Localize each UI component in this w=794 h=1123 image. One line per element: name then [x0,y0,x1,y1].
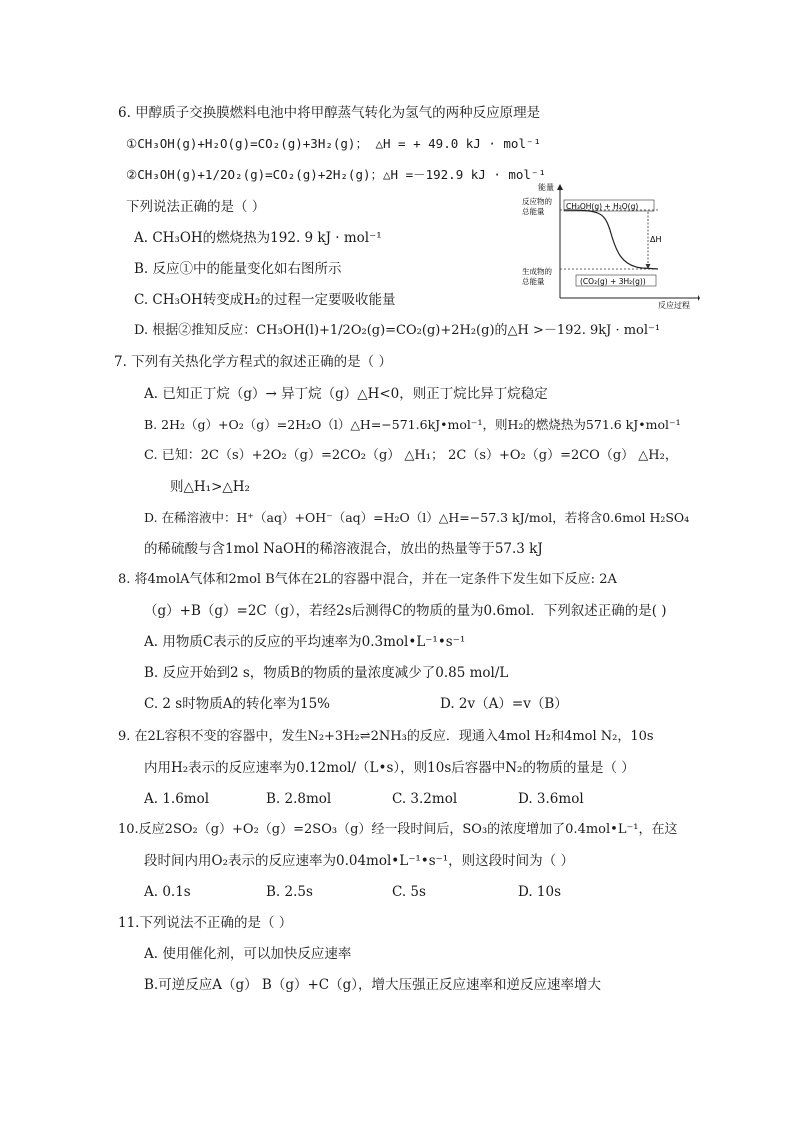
q10-option-c: C. 5s [392,884,426,900]
q6-option-c: C. CH₃OH转变成H₂的过程一定要吸收能量 [134,292,396,308]
svg-text:总能量: 总能量 [522,207,545,216]
product-formula: (CO₂(g) + 3H₂(g)) [580,277,646,286]
q7-option-c-cont: 则△H₁>△H₂ [170,479,250,495]
q6-reaction-2: ②CH₃OH(g)+1/2O₂(g)=CO₂(g)+2H₂(g)；△H =－192.9 kJ · mol⁻¹ [126,167,547,182]
q10-option-a: A. 0.1s [144,884,191,900]
q7-option-c: C. 已知：2C（s）+2O₂（g）=2CO₂（g） △H₁； 2C（s）+O₂（g）=2CO（g） △H₂， [144,448,678,463]
delta-h-label: ΔH [650,235,662,244]
energy-diagram [520,180,700,310]
q7-option-d: D. 在稀溶液中：H⁺（aq）+OH⁻（aq）=H₂O（l）△H=−57.3 kJ/mol，若将含0.6mol H₂SO₄ [144,510,690,525]
q6-prompt: 下列说法正确的是（ ） [126,199,266,215]
q10-stem: 10.反应2SO₂（g）+O₂（g）=2SO₃（g）经一段时间后，SO₃的浓度增加了0.4mol•L⁻¹，在这 [118,822,678,837]
q7-option-b: B. 2H₂（g）+O₂（g）=2H₂O（l）△H=−571.6kJ•mol⁻¹，则H₂的燃烧热为571.6 kJ•mol⁻¹ [144,417,681,432]
svg-text:总能量: 总能量 [522,277,545,286]
q8-stem-cont: （g）+B（g）=2C（g），若经2s后测得C的物质的量为0.6mol．下列叙述正确的是( ) [144,603,667,619]
q7-stem: 7. 下列有关热化学方程式的叙述正确的是（ ） [114,354,392,370]
q6-stem: 6. 甲醇质子交换膜燃料电池中将甲醇蒸气转化为氢气的两种反应原理是 [118,105,541,121]
reactant-formula: CH₃OH(g) + H₂O(g) [566,202,639,211]
q9-stem: 9. 在2L容积不变的容器中，发生N₂+3H₂⇌2NH₃的反应．现通入4mol H₂和4mol N₂，10s [118,729,654,744]
reactant-energy-label: 反应物的 [522,197,552,206]
product-energy-label: 生成物的 [522,267,552,276]
q10-stem-cont: 段时间内用O₂表示的反应速率为0.04mol•L⁻¹•s⁻¹，则这段时间为（ ） [144,853,574,869]
q9-option-c: C. 3.2mol [392,791,458,807]
q8-option-b: B. 反应开始到2 s，物质B的物质的量浓度减少了0.85 mol/L [144,665,509,681]
q8-option-d: D. 2v（A）=v（B） [440,696,568,712]
x-axis-arrow [698,295,700,301]
q11-option-a: A. 使用催化剂，可以加快反应速率 [144,946,352,962]
q6-option-d: D. 根据②推知反应：CH₃OH(l)+1/2O₂(g)=CO₂(g)+2H₂(g)的△H >－192. 9kJ · mol⁻¹ [134,323,661,338]
q11-stem: 11.下列说法不正确的是（ ） [118,915,293,931]
q8-option-a: A. 用物质C表示的反应的平均速率为0.3mol•L⁻¹•s⁻¹ [144,634,466,650]
q9-option-d: D. 3.6mol [518,791,584,807]
energy-curve [564,210,658,269]
q8-stem: 8. 将4molA气体和2mol B气体在2L的容器中混合，并在一定条件下发生如下反应: 2A [118,572,617,587]
y-axis-label: 能量 [538,183,554,192]
q10-option-d: D. 10s [518,884,562,900]
q6-option-b: B. 反应①中的能量变化如右图所示 [134,261,342,277]
q8-option-c: C. 2 s时物质A的转化率为15% [144,696,330,712]
q6-reaction-1: ①CH₃OH(g)+H₂O(g)=CO₂(g)+3H₂(g)； △H = + 49.0 kJ · mol⁻¹ [126,136,542,151]
q11-option-b: B.可逆反应A（g） B（g）+C（g），增大压强正反应速率和逆反应速率增大 [144,977,601,993]
q9-option-b: B. 2.8mol [266,791,332,807]
q9-stem-cont: 内用H₂表示的反应速率为0.12mol/（L•s），则10s后容器中N₂的物质的量是（ ） [144,760,635,776]
x-axis-label: 反应过程 [658,301,690,310]
q7-option-a: A. 已知正丁烷（g）→ 异丁烷（g）△H<0，则正丁烷比异丁烷稳定 [144,386,548,402]
q7-option-d-cont: 的稀硫酸与含1mol NaOH的稀溶液混合，放出的热量等于57.3 kJ [144,541,543,557]
y-axis-arrow [557,184,563,190]
q9-option-a: A. 1.6mol [144,791,210,807]
q10-option-b: B. 2.5s [266,884,313,900]
q6-option-a: A. CH₃OH的燃烧热为192. 9 kJ · mol⁻¹ [134,230,382,246]
